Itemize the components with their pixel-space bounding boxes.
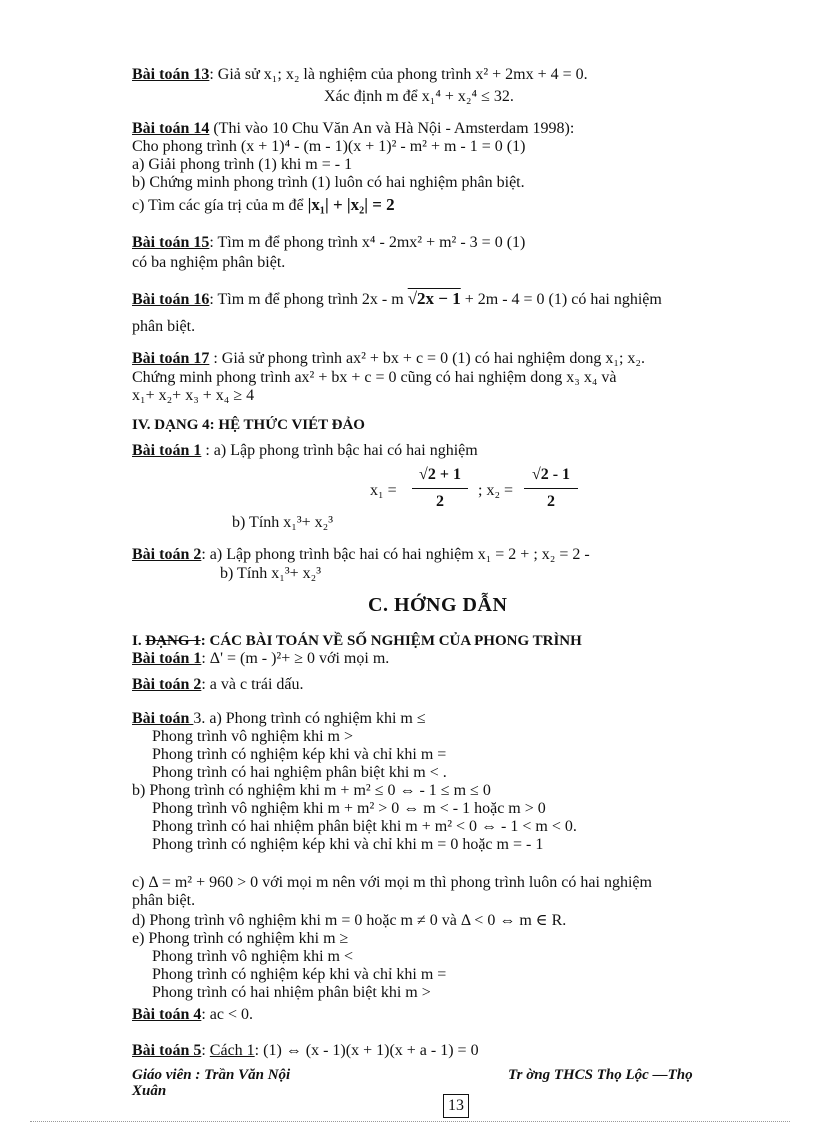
hint-3-line-14: Phong trình có hai nhiệm phân biệt khi m > [152, 984, 431, 1001]
problem-14-line-2: Cho phong trình (x + 1)⁴ - (m - 1)(x + 1)² - m² + m - 1 = 0 (1) [132, 138, 526, 155]
problem-16-line-2: phân biệt. [132, 318, 196, 335]
hint-3-line-7: Phong trình có nghiệm kép khi và chỉ khi m = 0 hoặc m = - 1 [152, 836, 544, 853]
d4-problem-1-line-1: Bài toán 1 : a) Lập phong trình bậc hai có hai nghiệm [132, 442, 478, 459]
hint-3-label: Bài toán [132, 710, 194, 727]
problem-16-line-1: Bài toán 16: Tìm m để phong trình 2x - m √2x − 1 + 2m - 4 = 0 (1) có hai nghiệm [132, 289, 662, 308]
problem-15-line-1: Bài toán 15: Tìm m để phong trình x⁴ - 2mx² + m² - 3 = 0 (1) [132, 234, 526, 251]
problem-14-line-4: b) Chứng minh phong trình (1) luôn có hai nghiệm phân biệt. [132, 174, 525, 191]
problem-17-label: Bài toán 17 [132, 350, 210, 367]
d4-problem-1-label: Bài toán 1 [132, 442, 202, 459]
x2-fraction [524, 464, 578, 513]
hint-3-line-10: d) Phong trình vô nghiệm khi m = 0 hoặc m ≠ 0 và Δ < 0 ⇔ m ∈ R. [132, 912, 567, 929]
hint-2-label: Bài toán 2 [132, 676, 202, 693]
footer-teacher: Giáo viên : Trần Văn Nội [132, 1067, 291, 1083]
section-1-heading: I. DẠNG 1: CÁC BÀI TOÁN VỀ SỐ NGHIỆM CỦA PHONG TRÌNH [132, 633, 582, 649]
page-number: 13 [443, 1094, 469, 1118]
x2-fraction-bar [524, 488, 578, 489]
hint-3-line-6: Phong trình có hai nhiệm phân biệt khi m + m² < 0 ⇔ - 1 < m < 0. [152, 818, 577, 835]
x1-numerator: √2 + 1 [419, 466, 461, 483]
d4-problem-2-line-1: Bài toán 2: a) Lập phong trình bậc hai có hai nghiệm x₁ = 2 + ; x₂ = 2 - [132, 546, 590, 563]
problem-17-line-3: x₁+ x₂+ x₃ + x₄ ≥ 4 [132, 387, 255, 404]
section-c-title: C. HỚNG DẪN [368, 594, 508, 616]
sqrt-expression: √2x − 1 [407, 289, 461, 308]
problem-13-line-2: Xác định m để x₁⁴ + x₂⁴ ≤ 32. [324, 88, 514, 105]
hint-3-line-2: Phong trình có nghiệm kép khi và chỉ khi m = [152, 746, 447, 763]
footer-school: Tr ờng THCS Thọ Lộc —Thọ [508, 1067, 693, 1083]
hint-3-line-4: b) Phong trình có nghiệm khi m + m² ≤ 0 ⇔ - 1 ≤ m ≤ 0 [132, 782, 491, 799]
method-1-label: Cách 1 [209, 1042, 255, 1059]
problem-15-label: Bài toán 15 [132, 234, 210, 251]
hint-1-label: Bài toán 1 [132, 650, 202, 667]
hint-3-line-12: Phong trình vô nghiệm khi m < [152, 948, 354, 965]
hint-3-line-0: Bài toán 3. a) Phong trình có nghiệm khi m ≤ [132, 710, 426, 727]
x1-label: x₁ = [370, 482, 397, 499]
problem-13-line-1: Bài toán 13: Giả sử x₁; x₂ là nghiệm của phong trình x² + 2mx + 4 = 0. [132, 66, 588, 83]
hint-3-line-9: phân biệt. [132, 892, 196, 909]
problem-15-line-2: có ba nghiệm phân biệt. [132, 254, 286, 271]
section-4-heading: IV. DẠNG 4: HỆ THỨC VIÉT ĐẢO [132, 417, 365, 433]
problem-13-label: Bài toán 13 [132, 66, 210, 83]
hint-4: Bài toán 4: ac < 0. [132, 1006, 254, 1023]
d4-problem-2-line-2: b) Tính x₁³+ x₂³ [220, 565, 322, 582]
d4-problem-2-label: Bài toán 2 [132, 546, 202, 563]
hint-3-line-3: Phong trình có hai nghiệm phân biệt khi m < . [152, 764, 447, 781]
problem-16-label: Bài toán 16 [132, 291, 210, 308]
problem-14-line-1: Bài toán 14 (Thi vào 10 Chu Văn An và Hà Nội - Amsterdam 1998): [132, 120, 575, 137]
hint-5-label: Bài toán 5 [132, 1042, 202, 1059]
hint-3-line-11: e) Phong trình có nghiệm khi m ≥ [132, 930, 349, 947]
problem-17-line-1: Bài toán 17 : Giả sử phong trình ax² + bx + c = 0 (1) có hai nghiệm dong x₁; x₂. [132, 350, 645, 367]
hint-3-line-1: Phong trình vô nghiệm khi m > [152, 728, 354, 745]
problem-14-line-5: c) Tìm các gía trị của m để |x₁| + |x₂| = 2 [132, 195, 395, 214]
footer-teacher-cont: Xuân [132, 1083, 167, 1099]
x2-denominator: 2 [547, 493, 555, 510]
hint-3-line-5: Phong trình vô nghiệm khi m + m² > 0 ⇔ m < - 1 hoặc m > 0 [152, 800, 546, 817]
bottom-divider [30, 1121, 790, 1122]
hint-3-line-8: c) Δ = m² + 960 > 0 với mọi m nên với mọi m thì phong trình luôn có hai nghiệm [132, 874, 652, 891]
hint-2: Bài toán 2: a và c trái dấu. [132, 676, 304, 693]
abs-sum-expression: |x₁| + |x₂| = 2 [307, 195, 395, 214]
x2-label: ; x₂ = [478, 482, 514, 499]
x1-fraction-bar [412, 488, 468, 489]
x1-denominator: 2 [436, 493, 444, 510]
x1-fraction [412, 464, 468, 513]
problem-17-line-2: Chứng minh phong trình ax² + bx + c = 0 cũng có hai nghiệm dong x₃ x₄ và [132, 369, 617, 386]
hint-4-label: Bài toán 4 [132, 1006, 202, 1023]
problem-14-label: Bài toán 14 [132, 120, 210, 137]
hint-1: Bài toán 1: Δ' = (m - )²+ ≥ 0 với mọi m. [132, 650, 390, 667]
hint-3-line-13: Phong trình có nghiệm kép khi và chỉ khi m = [152, 966, 447, 983]
x2-numerator: √2 - 1 [531, 466, 571, 483]
d4-problem-1-line-3: b) Tính x₁³+ x₂³ [232, 514, 334, 531]
problem-14-line-3: a) Giải phong trình (1) khi m = - 1 [132, 156, 353, 173]
hint-5: Bài toán 5: Cách 1: (1) ⇔ (x - 1)(x + 1)(x + a - 1) = 0 [132, 1042, 479, 1059]
